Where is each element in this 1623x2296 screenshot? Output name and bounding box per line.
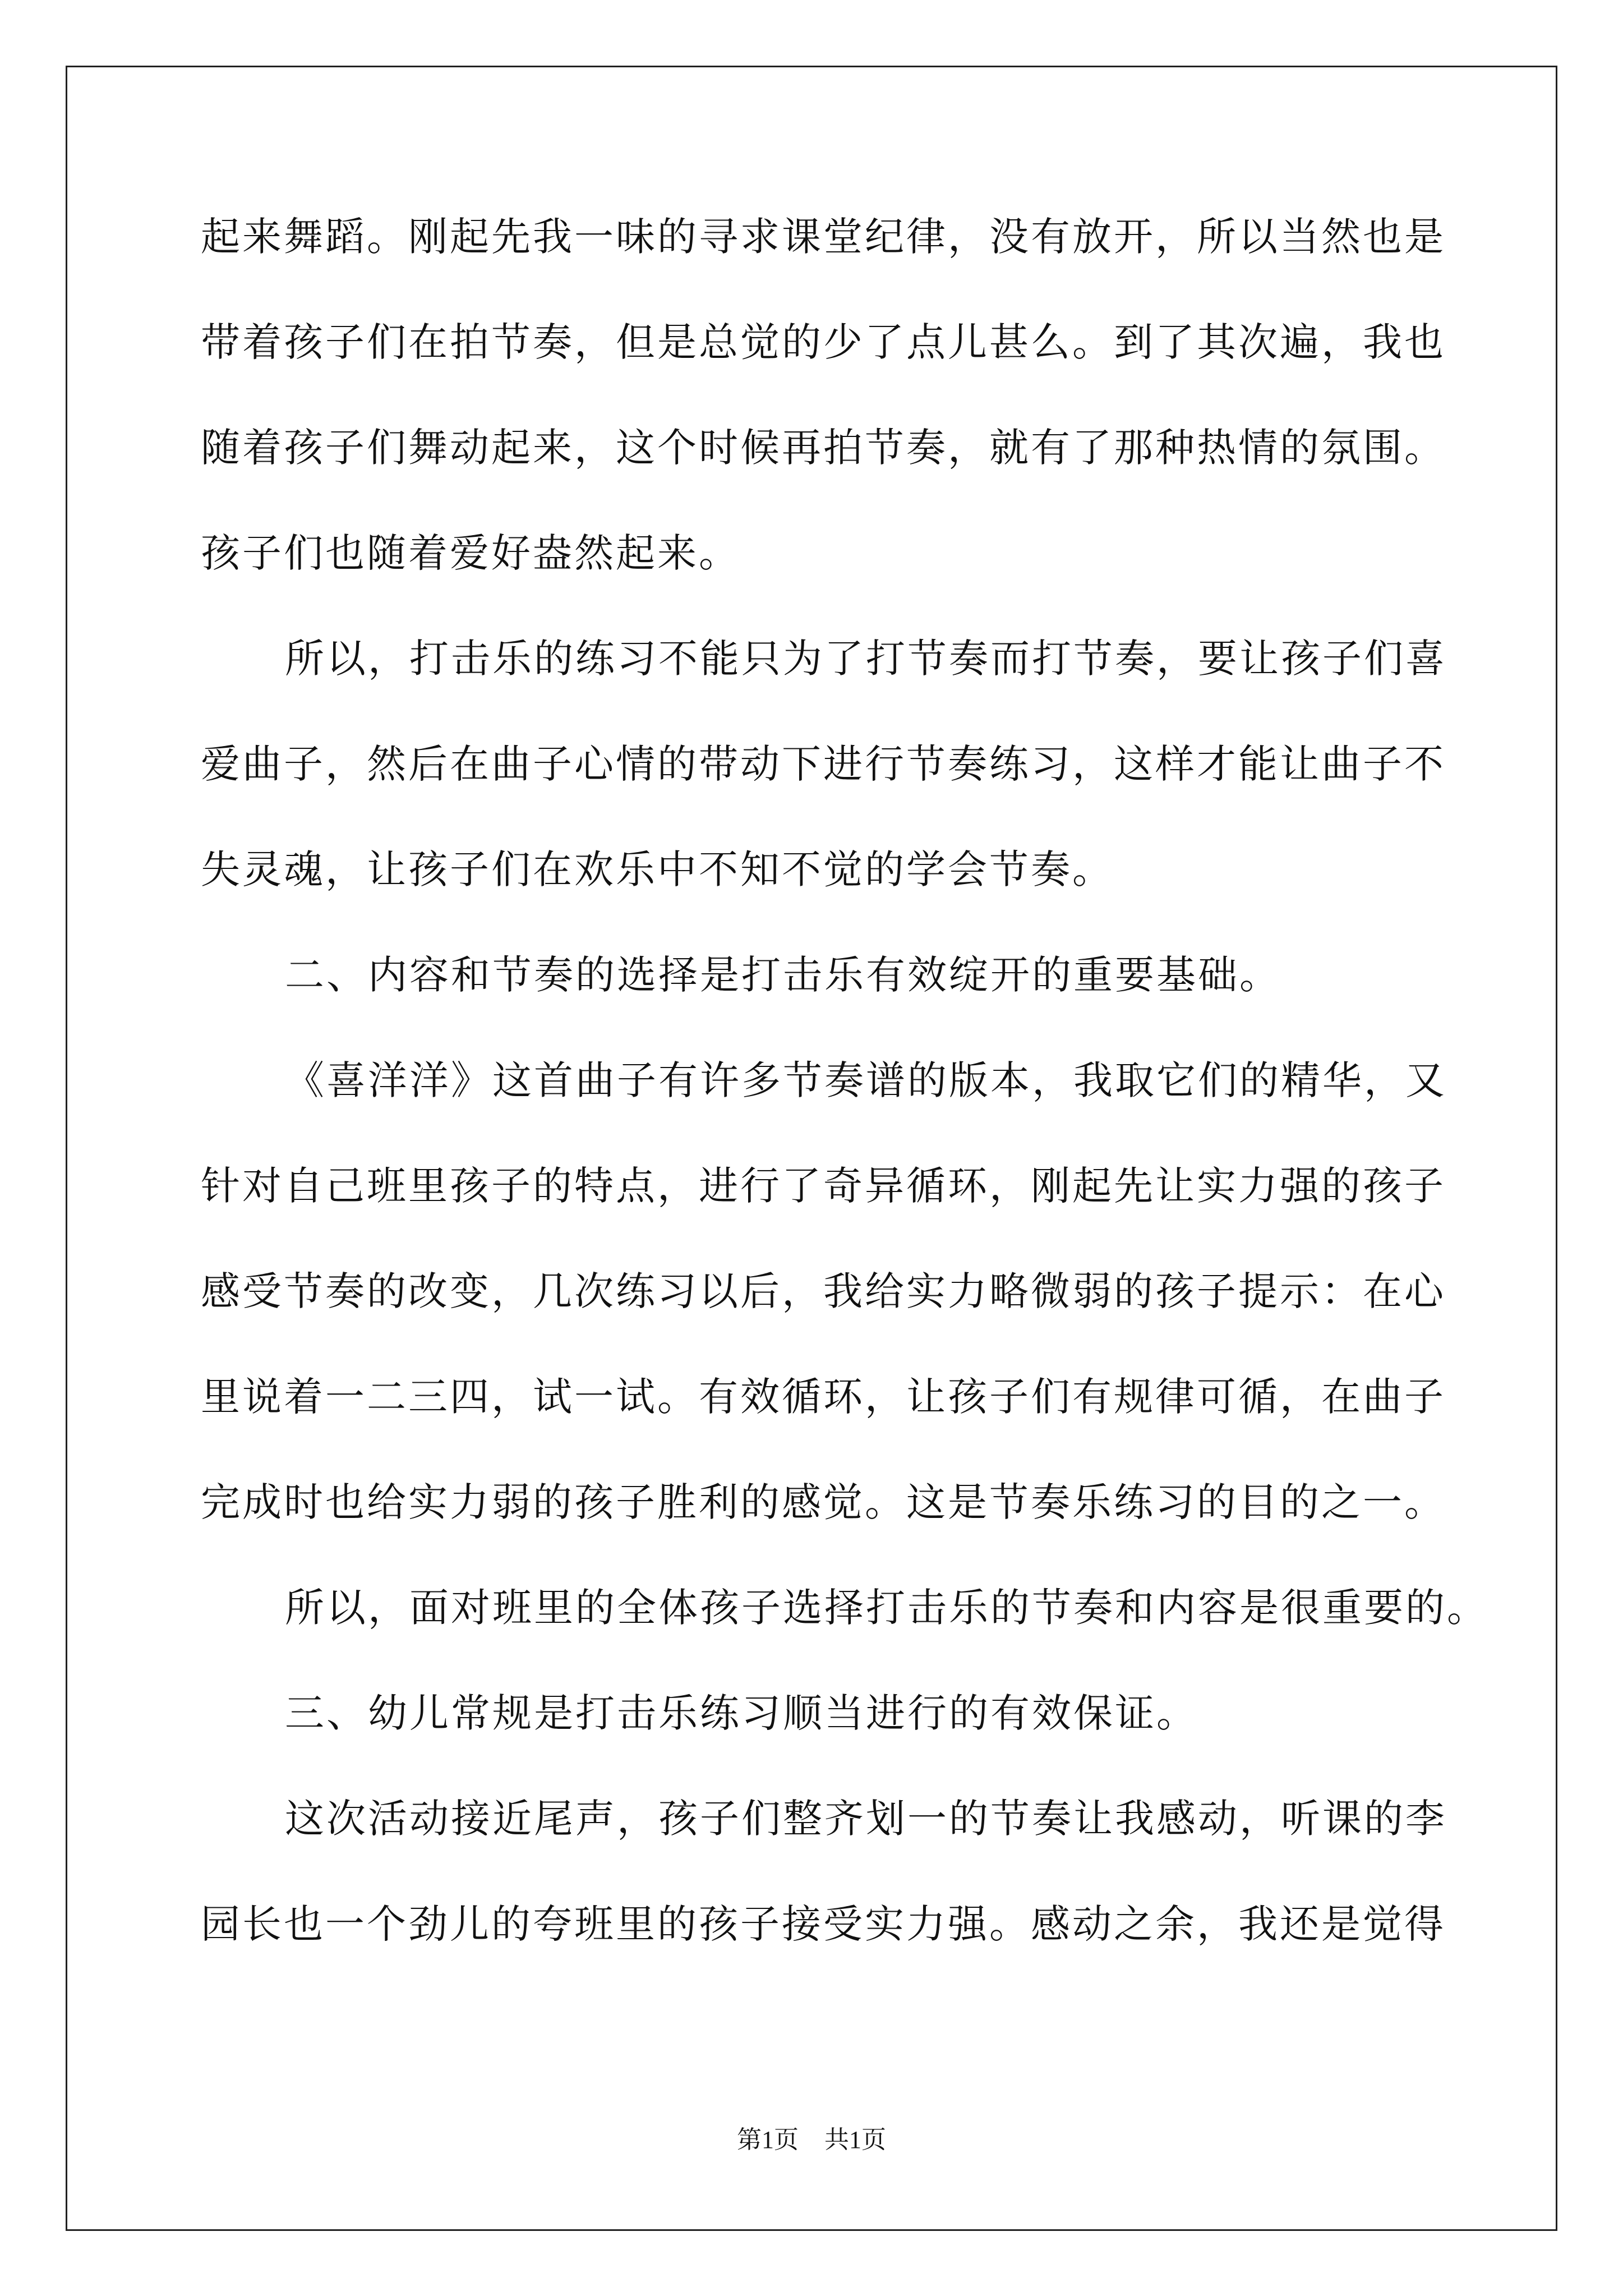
text-line-17: 园长也一个劲儿的夸班里的孩子接受实力强。感动之余，我还是觉得 (201, 1901, 1446, 1947)
page-total: 共1页 (824, 2126, 886, 2154)
section-heading-3: 三、幼儿常规是打击乐练习顺当进行的有效保证。 (285, 1690, 1198, 1736)
document-body (201, 208, 1488, 2000)
paragraph-start-line-5: 所以，打击乐的练习不能只为了打节奏而打节奏，要让孩子们喜 (285, 636, 1447, 682)
page-number: 第1页 (737, 2126, 799, 2154)
text-line-6: 爱曲子，然后在曲子心情的带动下进行节奏练习，这样才能让曲子不 (201, 741, 1446, 787)
text-line-1: 起来舞蹈。刚起先我一味的寻求课堂纪律，没有放开，所以当然也是 (201, 214, 1446, 260)
text-line-2: 带着孩子们在拍节奏，但是总觉的少了点儿甚么。到了其次遍，我也 (201, 319, 1446, 365)
paragraph-start-line-9: 《喜洋洋》这首曲子有许多节奏谱的版本，我取它们的精华，又 (285, 1057, 1447, 1103)
paragraph-start-line-16: 这次活动接近尾声，孩子们整齐划一的节奏让我感动，听课的李 (285, 1796, 1447, 1842)
text-line-12: 里说着一二三四，试一试。有效循环，让孩子们有规律可循，在曲子 (201, 1374, 1446, 1420)
page-footer (0, 2119, 1623, 2155)
paragraph-start-line-14: 所以，面对班里的全体孩子选择打击乐的节奏和内容是很重要的。 (285, 1585, 1488, 1631)
text-line-3: 随着孩子们舞动起来，这个时候再拍节奏，就有了那种热情的氛围。 (201, 425, 1446, 471)
text-line-10: 针对自己班里孩子的特点，进行了奇异循环，刚起先让实力强的孩子 (201, 1163, 1446, 1209)
text-line-7: 失灵魂，让孩子们在欢乐中不知不觉的学会节奏。 (201, 846, 1114, 892)
text-line-11: 感受节奏的改变，几次练习以后，我给实力略微弱的孩子提示：在心 (201, 1268, 1446, 1314)
text-line-13: 完成时也给实力弱的孩子胜利的感觉。这是节奏乐练习的目的之一。 (201, 1479, 1446, 1525)
section-heading-2: 二、内容和节奏的选择是打击乐有效绽开的重要基础。 (285, 952, 1281, 998)
text-line-4: 孩子们也随着爱好盎然起来。 (201, 530, 740, 576)
